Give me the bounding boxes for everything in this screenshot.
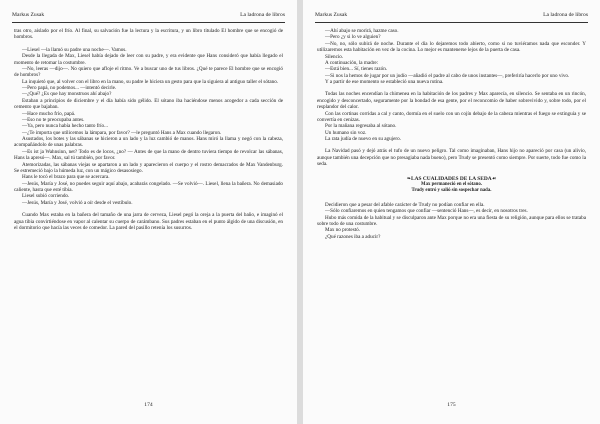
text-block-2	[317, 202, 586, 240]
paragraph: —Eso no te preocupaba antes.	[22, 116, 85, 123]
paragraph: Todas las noches encendían la chimenea en la habitación de los padres y Max aparecía, en silencio. Se sentaba en un rincón, encogido y desconcertado, seguramente por la bondad de esa gente, por el reconcomio de haber sobrevivido y, sobre todo, por el resplandor del calor.	[317, 91, 586, 111]
paragraph: —Pero ¿y si lo ve alguien?	[325, 34, 381, 41]
paragraph: —Liesel —la llamó su padre una noche—. Vamos.	[22, 46, 127, 53]
page-body	[14, 28, 283, 231]
paragraph: La rata judía de nuevo en su agujero.	[325, 136, 401, 142]
paragraph: Atemorizadas, las sábanas viejas se apartaron a un lado y aparecieron el cuerpo y el rostro demacrados de Max Vandenburg. Se estremeció bajo la húmeda luz, con un mágico desasosiego.	[14, 161, 283, 174]
paragraph: La inquietó que, al volver con el libro en la mano, su padre le hiciera un gesto para que la siguiera al antiguo taller el sótano.	[22, 78, 279, 85]
paragraph: Liesel subió corriendo.	[22, 193, 70, 200]
paragraph: —Sólo confiaremos en quien tengamos que confiar —sentenció Hans—, es decir, en nosotros tres.	[325, 208, 528, 215]
paragraph: Hubo más comida de la habitual y se disculparon ante Max porque no era una fiesta de su religión, aunque para ellos se trataba sobre todo de una costumbre.	[317, 214, 586, 227]
section-line-1: Max permaneció en el sótano.	[421, 181, 482, 187]
fleuron-right-icon: ☙	[491, 175, 497, 182]
running-header	[12, 12, 285, 23]
header-author: Markus Zusak	[315, 12, 348, 18]
paragraph: —Ya, pero nunca había hecho tanto frío...	[22, 123, 108, 130]
left-page	[0, 0, 297, 424]
paragraph: Y a partir de ese momento se estableció una nueva rutina.	[325, 79, 444, 85]
paragraph: —¿Qué? ¿Es que hay monstruos ahí abajo?	[22, 91, 112, 98]
header-title: La ladrona de libros	[543, 12, 588, 18]
paragraph: —¿Te importa que utilicemos la lámpara, por favor? —le preguntó Hans a Max cuando llegaron.	[22, 129, 222, 136]
paragraph: —Hace mucho frío, papá.	[22, 110, 76, 117]
page-number: 175	[447, 402, 456, 408]
page-number: 174	[144, 402, 153, 408]
paragraph: Silencio.	[325, 53, 344, 60]
right-page	[303, 0, 600, 424]
paragraph: A continuación, la madre:	[325, 59, 379, 66]
paragraph: —Ahí abajo se morirá, hazme caso.	[325, 28, 399, 34]
paragraph: tras otro, aislado por el frío. Al final, su salvación fue la lectura y la escritura, y un libro titulado El hombre que se encogió de hombros.	[14, 28, 283, 41]
header-author: Markus Zusak	[12, 12, 45, 18]
paragraph: Un humano sin voz.	[325, 129, 367, 136]
paragraph: Cuando Max estaba en la bañera del tamaño de una jarra de cerveza, Liesel pegó la oreja a la puerta del baño, e imaginó el agua tibia convirtiéndose en vapor al calentar su cuerpo de carámbano. Sus padres estaban en el punto álgido de una discusión, en el dormitorio que hacía las veces de comedor. La pared del pasillo retenía los susurros.	[14, 212, 283, 231]
paragraph: Max no protestó.	[325, 227, 360, 234]
paragraph: ¿Qué razones iba a aducir?	[325, 233, 381, 240]
paragraph: Estaban a principios de diciembre y el día había sido gélido. El sótano iba haciéndose menos acogedor a cada sección de cemento que bajaban.	[14, 97, 283, 111]
paragraph: —Pero papá, no podemos... —intentó decirle.	[22, 85, 117, 91]
running-header	[315, 12, 588, 23]
section-break	[317, 176, 586, 194]
paragraph: Desde la llegada de Max, Liesel había dejado de leer con su padre, y era evidente que Hans consideró que había llegado el momento de retomar la costumbre.	[14, 53, 283, 66]
paragraph: Hans le tocó el brazo para que se acercara.	[22, 174, 110, 181]
paragraph: Asustados, los botes y las sábanas se hicieron a un lado y la luz cambió de manos. Hans miró la llama y negó con la cabeza, acompañándolo de unas palabras.	[14, 136, 283, 149]
section-line-2: Trudy entró y salió sin sospechar nada.	[411, 187, 492, 193]
paragraph: Por la mañana regresaba al sótano.	[325, 123, 397, 130]
paragraph: —Jesús, María y José, volvió a oír desde el vestíbulo.	[22, 199, 133, 206]
paragraph: Con las cortinas corridas a cal y canto, dormía en el suelo con un cojín debajo de la cabeza mientras el fuego se extinguía y se convertía en cenizas.	[317, 110, 586, 123]
paragraph: La Navidad pasó y dejó atrás el tufo de un nuevo peligro. Tal como imaginaban, Hans hijo no apareció por casa (un alivio, aunque también una decepción que no presagiaba nada bueno), pero Trudy se presentó como siempre. Por suerte, todo fue como la seda.	[317, 148, 586, 168]
paragraph: —Si nos la hemos de jugar por un judío —añadió el padre al cabo de unos instantes—, preferiría hacerlo por uno vivo.	[325, 72, 570, 79]
fleuron-left-icon: ❧	[406, 175, 412, 182]
paragraph: —Jesús, María y José, no puedes seguir aquí abajo, acabarás congelado. —Se volvió—. Liesel, llena la bañera. No demasiado caliente, hasta que esté tibia.	[14, 180, 283, 193]
section-title-text: LAS CUALIDADES DE LA SEDA	[411, 175, 492, 182]
paragraph: —Es ist ja Wahnsinn, net? Todo es de locos, ¿no? — Antes de que la mano de dentro tuviera tiempo de revolcar las sábanas, Hans la apresó—. Max, sal tú también, por favor.	[14, 148, 283, 162]
page-body	[317, 28, 586, 240]
paragraph: —No, leeras —dijo—. No quiero que afloje el ritmo. Ve a buscar uno de tus libros. ¿Qué te parece El hombre que se encogió de hombros?	[14, 65, 283, 79]
paragraph: —No, no, sólo subirá de noche. Durante el día lo dejaremos todo abierto, como si no tuviéramos nada que esconder. Y utilizaremos esta habitación en vez de la cocina. Lo mejor es mantenerse lejos de la puerta de casa.	[317, 40, 586, 54]
paragraph: —Está bien... Sí, tienes razón.	[325, 66, 388, 73]
header-title: La ladrona de libros	[240, 12, 285, 18]
text-block-1	[317, 28, 586, 168]
paragraph: Decidieron que a pesar del afable carácter de Trudy no podían confiar en ella.	[325, 201, 485, 208]
